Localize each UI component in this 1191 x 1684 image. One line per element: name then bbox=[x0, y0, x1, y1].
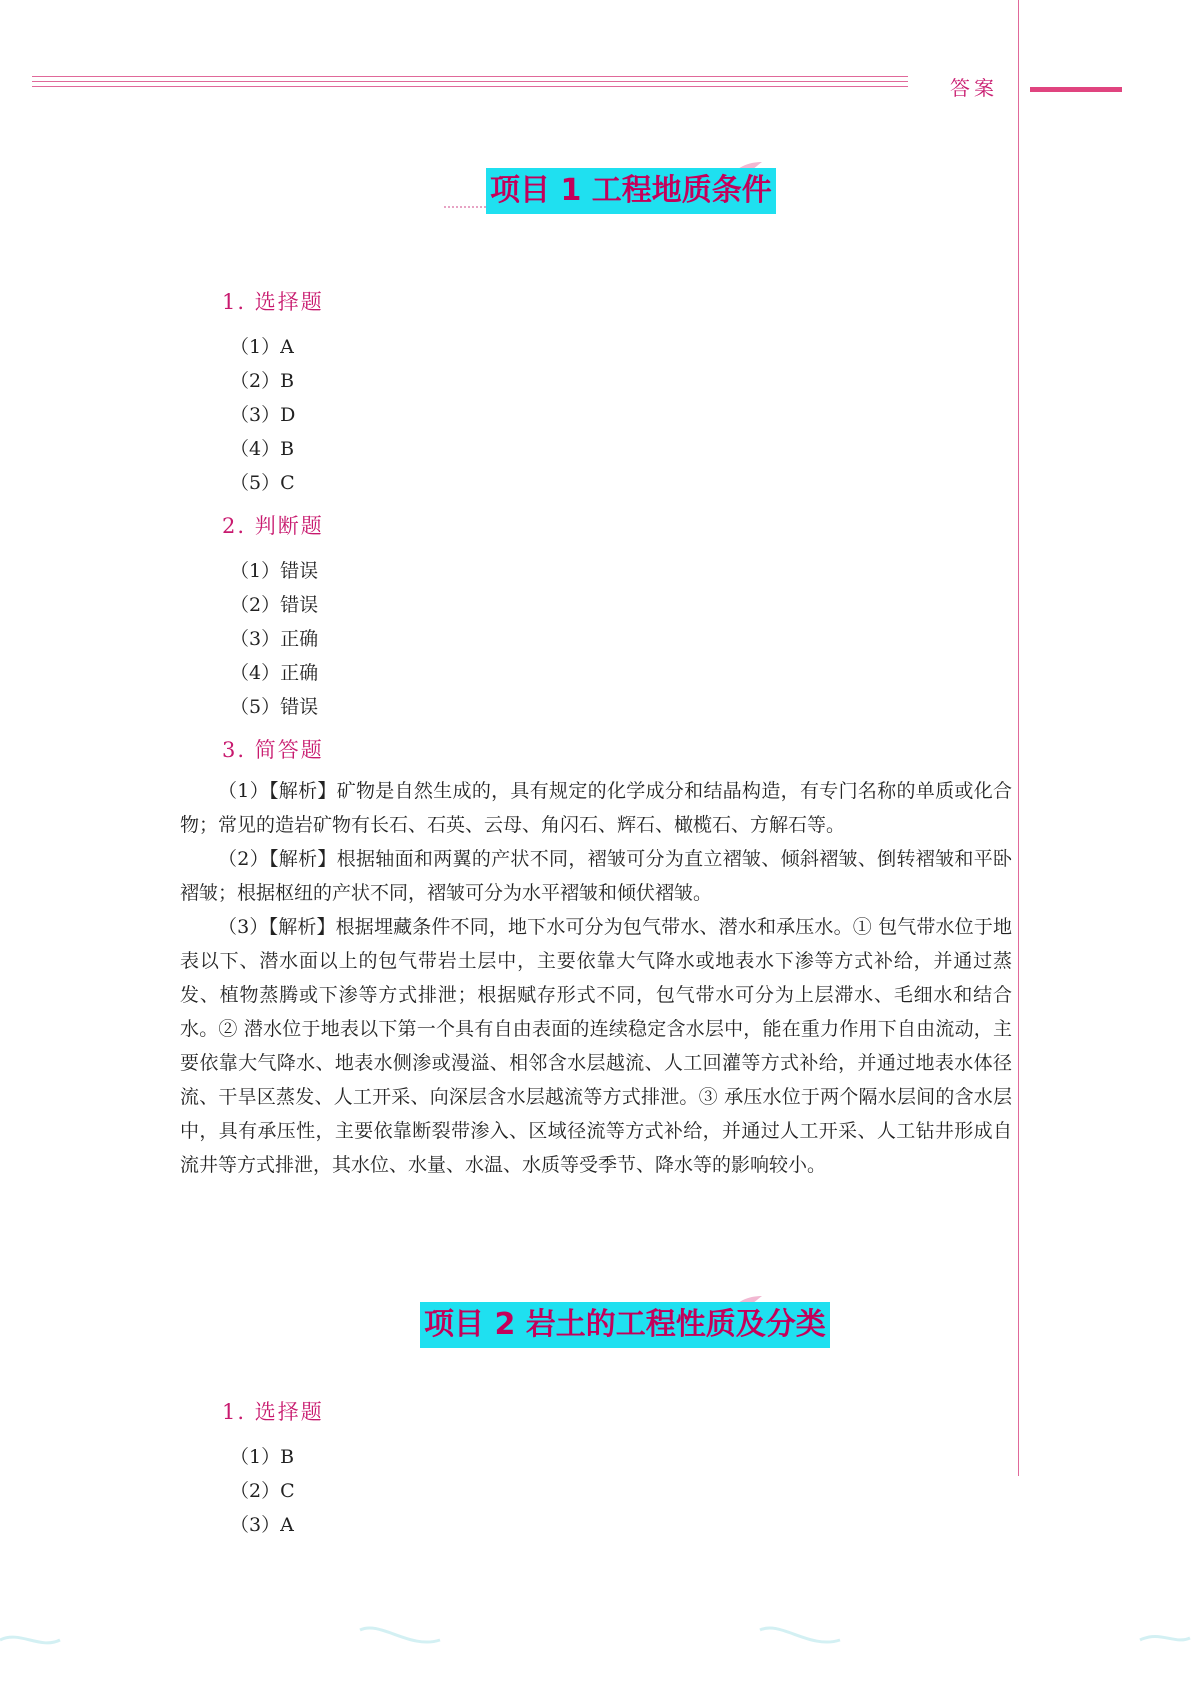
project2-title: 项目 2 岩土的工程性质及分类 bbox=[420, 1302, 830, 1348]
p1-s2-item-4: （4）正确 bbox=[230, 662, 319, 684]
project1-title: 项目 1 工程地质条件 bbox=[486, 168, 776, 214]
p1-s2-item-5: （5）错误 bbox=[230, 696, 319, 718]
watermark-decoration bbox=[0, 1610, 1191, 1670]
p1-s1-item-4: （4）B bbox=[230, 438, 295, 460]
p1-s3-para-3: （3）【解析】根据埋藏条件不同，地下水可分为包气带水、潜水和承压水。① 包气带水位于地表以下、潜水面以上的包气带岩土层中，主要依靠大气降水或地表水下渗等方式补给，并通过蒸发、植物蒸腾或下渗等方式排泄；根据赋存形式不同，包气带水可分为上层滞水、毛细水和结合水。② 潜水位于地表以下第一个具有自由表面的连续稳定含水层中，能在重力作用下自由流动，主要依靠大气降水、地表水侧渗或漫溢、相邻含水层越流、人工回灌等方式补给，并通过地表水体径流、干旱区蒸发、人工开采、向深层含水层越流等方式排泄。③ 承压水位于两个隔水层间的含水层中，具有承压性，主要依靠断裂带渗入、区域径流等方式补给，并通过人工开采、人工钻井形成自流井等方式排泄，其水位、水量、水温、水质等受季节、降水等的影响较小。 bbox=[180, 916, 1012, 1176]
p1-s2-item-3: （3）正确 bbox=[230, 628, 319, 650]
p1-section3-title: 3. 简答题 bbox=[222, 738, 324, 762]
p1-s1-item-2: （2）B bbox=[230, 370, 295, 392]
p1-section2-title: 2. 判断题 bbox=[222, 514, 324, 538]
margin-rule bbox=[1018, 0, 1019, 1476]
p2-s1-item-3: （3）A bbox=[230, 1514, 294, 1536]
header-tag: 答案 bbox=[950, 76, 998, 100]
p1-s3-para-2: （2）【解析】根据轴面和两翼的产状不同，褶皱可分为直立褶皱、倾斜褶皱、倒转褶皱和平卧褶皱；根据枢纽的产状不同，褶皱可分为水平褶皱和倾伏褶皱。 bbox=[180, 848, 1012, 904]
header-rule bbox=[32, 76, 908, 92]
project1-heading bbox=[440, 168, 820, 214]
p1-s2-item-1: （1）错误 bbox=[230, 560, 319, 582]
p1-s2-item-2: （2）错误 bbox=[230, 594, 319, 616]
project2-heading bbox=[400, 1302, 860, 1348]
p1-s3-para-1: （1）【解析】矿物是自然生成的，具有规定的化学成分和结晶构造，有专门名称的单质或化合物；常见的造岩矿物有长石、石英、云母、角闪石、辉石、橄榄石、方解石等。 bbox=[180, 780, 1012, 836]
p2-s1-item-1: （1）B bbox=[230, 1446, 295, 1468]
p1-s1-item-5: （5）C bbox=[230, 472, 295, 494]
p1-s1-item-3: （3）D bbox=[230, 404, 296, 426]
p2-s1-item-2: （2）C bbox=[230, 1480, 295, 1502]
margin-bar bbox=[1030, 87, 1122, 92]
p2-section1-title: 1. 选择题 bbox=[222, 1400, 324, 1424]
p1-s1-item-1: （1）A bbox=[230, 336, 294, 358]
p1-section1-title: 1. 选择题 bbox=[222, 290, 324, 314]
